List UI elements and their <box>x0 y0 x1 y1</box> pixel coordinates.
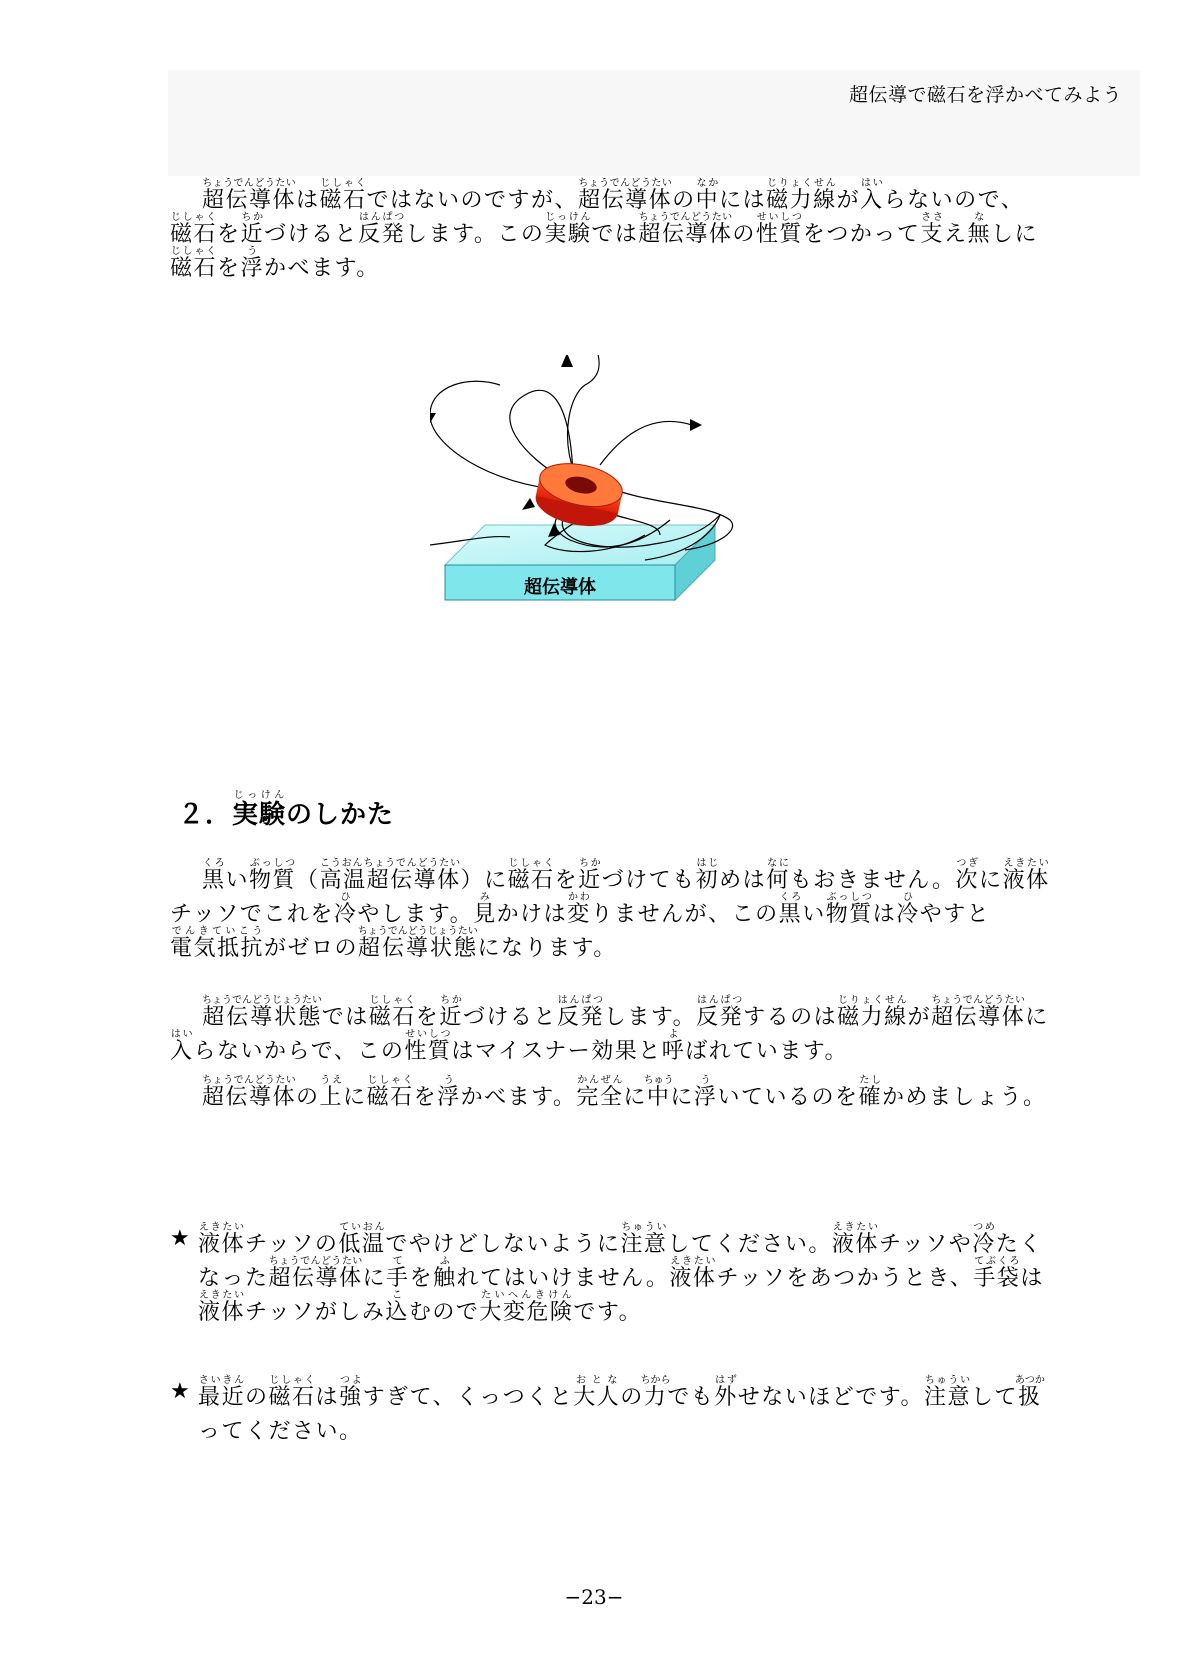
ruby-word: 液体えきたい <box>198 1290 246 1325</box>
ruby-word: 浮う <box>240 246 265 281</box>
section-number: ２． <box>178 800 233 830</box>
method-paragraph-3: 超伝導体ちょうでんどうたいの上うえに磁石じしゃくを浮うかべます。完全かんぜんに中ちゅうに浮ういているのを確たしかめましょう。 <box>202 1075 1047 1110</box>
superconductor-label: 超伝導体 <box>524 577 596 597</box>
ruby-word: 冷つめ <box>972 1222 996 1257</box>
ruby-word: 液体えきたい <box>198 1222 246 1257</box>
ruby-word: 反発はんぱつ <box>556 995 604 1030</box>
ruby-word: 外はず <box>714 1375 738 1410</box>
ruby-word: 磁石じしゃく <box>319 178 367 213</box>
ruby-word: 超伝導体ちょうでんどうたい <box>268 1256 363 1291</box>
ruby-word: 高温超伝導体こうおんちょうでんどうたい <box>319 858 461 893</box>
header-band <box>168 70 1140 176</box>
ruby-word: 液体えきたい <box>1002 858 1050 893</box>
ruby-word: 手て <box>386 1256 410 1291</box>
ruby-word: 入はい <box>170 1029 194 1064</box>
ruby-word: 実験じっけん <box>232 790 287 830</box>
ruby-word: 実験じっけん <box>544 212 592 247</box>
ruby-word: 電気抵抗でんきていこう <box>170 926 265 961</box>
ruby-word: 磁力線じりょくせん <box>766 178 837 213</box>
ruby-word: 近ちか <box>439 995 463 1030</box>
ruby-word: 冷ひ <box>333 892 358 927</box>
ruby-word: 大人おとな <box>573 1375 621 1410</box>
ruby-word: 超伝導体ちょうでんどうたい <box>638 212 733 247</box>
ruby-word: 見み <box>473 892 497 927</box>
ruby-word: 超伝導体ちょうでんどうたい <box>202 178 297 213</box>
ruby-word: 液体えきたい <box>831 1222 879 1257</box>
ruby-word: 入はい <box>860 178 884 213</box>
ruby-word: 超伝導状態ちょうでんどうじょうたい <box>202 995 322 1030</box>
page-number: −23− <box>564 1585 624 1609</box>
ruby-word: 黒くろ <box>778 892 803 927</box>
ruby-word: 注意ちゅうい <box>620 1222 668 1257</box>
ruby-word: 反発はんぱつ <box>696 995 744 1030</box>
ruby-word: 中なか <box>695 178 720 213</box>
ruby-word: 初はじ <box>695 858 720 893</box>
ruby-word: 超伝導状態ちょうでんどうじょうたい <box>357 926 478 961</box>
caution-note-1-text: 液体えきたいチッソの低温ていおんでやけどしないように注意ちゅういしてください。液体えきたいチッソや冷つめたくなった超伝導体ちょうでんどうたいに手てを触ふれてはいけません。液体えきたいチッソをあつかうとき、手袋てぶくろは液体えきたいチッソがしみ込こむので大変危険たいへんきけんです。 <box>198 1222 1044 1325</box>
ruby-word: 触ふ <box>433 1256 457 1291</box>
ruby-word: 超伝導体ちょうでんどうたい <box>202 1075 297 1110</box>
ruby-word: 性質せいしつ <box>404 1029 452 1064</box>
magnetic-field-diagram <box>430 355 790 655</box>
ruby-word: 力ちから <box>640 1375 671 1410</box>
ruby-word: 磁石じしゃく <box>170 246 218 281</box>
ruby-word: 確たし <box>858 1075 882 1110</box>
ruby-word: 超伝導体ちょうでんどうたい <box>578 178 673 213</box>
ruby-word: 扱あつか <box>1014 1375 1045 1410</box>
method-paragraph-1: 黒くろい物質ぶっしつ（高温超伝導体こうおんちょうでんどうたい）に磁石じしゃくを近ちかづけても初はじめは何なにもおきません。次つぎに液体えきたいチッソでこれを冷ひやします。見みかけは変かわりませんが、この黒くろい物質ぶっしつは冷ひやすと電気抵抗でんきていこうがゼロの超伝導状態ちょうでんどうじょうたいになります。 <box>170 858 1050 961</box>
ruby-word: 無な <box>967 212 991 247</box>
ruby-word: 浮う <box>693 1075 718 1110</box>
ruby-word: 磁石じしゃく <box>268 1375 316 1410</box>
caution-note-2 <box>170 1375 1050 1449</box>
ruby-word: 支ささ <box>920 212 944 247</box>
ruby-word: 冷ひ <box>896 892 920 927</box>
section-title: 実験じっけんのしかた <box>232 790 395 830</box>
ruby-word: 性質せいしつ <box>755 212 803 247</box>
ruby-word: 手袋てぶくろ <box>973 1256 1021 1291</box>
caution-note-1 <box>170 1222 1050 1330</box>
ruby-word: 最近さいきん <box>198 1375 246 1410</box>
ruby-word: 近ちか <box>240 212 265 247</box>
superconductor-figure <box>430 355 790 655</box>
ruby-word: 近ちか <box>578 858 602 893</box>
ruby-word: 磁石じしゃく <box>507 858 555 893</box>
ruby-word: 液体えきたい <box>669 1256 717 1291</box>
ring-magnet <box>532 457 627 533</box>
intro-paragraph: 超伝導体ちょうでんどうたいは磁石じしゃくではないのですが、超伝導体ちょうでんどうたいの中なかには磁力線じりょくせんが入はいらないので、磁石じしゃくを近ちかづけると反発はんぱつします。この実験じっけんでは超伝導体ちょうでんどうたいの性質せいしつをつかって支ささえ無なしに磁石じしゃくを浮うかべます。 <box>170 178 1038 281</box>
ruby-word: 変かわ <box>567 892 591 927</box>
ruby-word: 上うえ <box>319 1075 344 1110</box>
section-heading <box>178 790 394 831</box>
caution-note-2-text: 最近さいきんの磁石じしゃくは強つよすぎて、くっつくと大人おとなの力ちからでも外はずせないほどです。注意ちゅういして扱あつかってください。 <box>198 1375 1045 1444</box>
ruby-word: 磁石じしゃく <box>170 212 218 247</box>
ruby-word: 磁力線じりょくせん <box>837 995 908 1030</box>
ruby-word: 込こ <box>385 1290 409 1325</box>
ruby-word: 磁石じしゃく <box>366 1075 414 1110</box>
ruby-word: 超伝導体ちょうでんどうたい <box>931 995 1026 1030</box>
ruby-word: 物質ぶっしつ <box>249 858 297 893</box>
ruby-word: 反発はんぱつ <box>358 212 406 247</box>
page-header-title: 超伝導で磁石を浮かべてみよう <box>848 84 1122 106</box>
ruby-word: 中ちゅう <box>643 1075 674 1110</box>
ruby-word: 物質ぶっしつ <box>825 892 873 927</box>
ruby-word: 低温ていおん <box>338 1222 386 1257</box>
star-bullet-icon: ★ <box>170 1379 192 1404</box>
ruby-word: 呼よ <box>661 1029 686 1064</box>
ruby-word: 大変危険たいへんきけん <box>479 1290 574 1325</box>
star-bullet-icon: ★ <box>170 1226 192 1251</box>
ruby-word: 強つよ <box>339 1375 363 1410</box>
ruby-word: 注意ちゅうい <box>924 1375 972 1410</box>
method-paragraph-2: 超伝導状態ちょうでんどうじょうたいでは磁石じしゃくを近ちかづけると反発はんぱつします。反発はんぱつするのは磁力線じりょくせんが超伝導体ちょうでんどうたいに入はいらないからで、この性質せいしつはマイスナー効果と呼よばれています。 <box>170 995 1049 1064</box>
ruby-word: 磁石じしゃく <box>368 995 416 1030</box>
ruby-word: 何なに <box>766 858 790 893</box>
ruby-word: 完全かんぜん <box>576 1075 624 1110</box>
ruby-word: 黒くろ <box>202 858 226 893</box>
ruby-word: 浮う <box>437 1075 461 1110</box>
ruby-word: 次つぎ <box>955 858 980 893</box>
